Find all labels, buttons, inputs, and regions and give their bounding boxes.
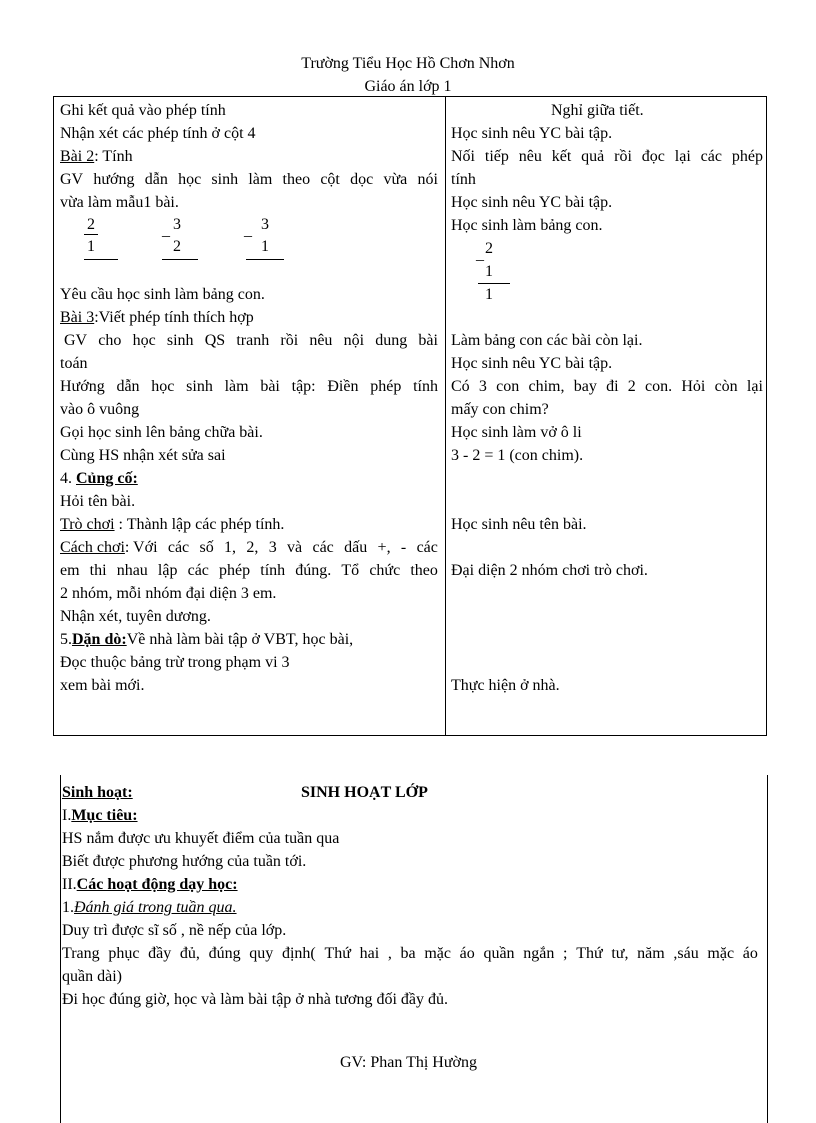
bai2-text: : Tính	[94, 148, 133, 165]
minus-sign: _	[244, 222, 252, 239]
cungco-label: Củng cố:	[76, 470, 138, 487]
left-line: 5.Dặn dò:Về nhà làm bài tập ở VBT, học bài,	[60, 631, 354, 648]
school-name: Trường Tiểu Học Hồ Chơn Nhơn	[301, 55, 515, 72]
right-line: mấy con chim?	[451, 401, 549, 418]
left-line-justified: Hướng dẫn học sinh làm bài tập: Điền phép tính	[60, 378, 438, 395]
right-line: Làm bảng con các bài còn lại.	[451, 332, 643, 349]
left-line: Trò chơi : Thành lập các phép tính.	[60, 516, 285, 533]
stack-result: 1	[485, 286, 493, 303]
right-line: Thực hiện ở nhà.	[451, 677, 560, 694]
left-line: Ghi kết quả vào phép tính	[60, 102, 226, 119]
lesson-table	[53, 96, 767, 736]
bai2-label: Bài 2	[60, 148, 95, 165]
left-line: Nhận xét các phép tính ở cột 4	[60, 125, 256, 142]
right-line: Đại diện 2 nhóm chơi trò chơi.	[451, 562, 648, 579]
left-line: 2 nhóm, mỗi nhóm đại diện 3 em.	[60, 585, 277, 602]
right-line: Học sinh nêu YC bài tập.	[451, 194, 613, 211]
right-line-justified: Có 3 con chim, bay đi 2 con. Hỏi còn lại	[451, 378, 763, 395]
dando-label: Dặn dò:	[72, 631, 127, 648]
left-line-justified: GV hướng dẫn học sinh làm theo cột dọc vừa nói	[60, 171, 438, 188]
left-line	[60, 147, 133, 167]
muctieu-heading: I.Mục tiêu:	[62, 807, 138, 824]
stack-middle: 1	[485, 263, 493, 280]
document-subtitle: Giáo án lớp 1	[364, 78, 452, 95]
left-line: toán	[60, 355, 88, 372]
section-line: Biết được phương hướng của tuần tới.	[62, 853, 307, 870]
example-3-bottom: 1	[261, 238, 269, 255]
example-2-bottom: 2	[173, 238, 181, 255]
left-line-justified: Cách chơi: Với các số 1, 2, 3 và các dấu +, - các	[60, 539, 438, 556]
left-line-justified: em thi nhau lập các phép tính đúng. Tổ chức theo	[60, 562, 438, 579]
left-line: Nhận xét, tuyên dương.	[60, 608, 211, 625]
section-line: quần dài)	[62, 968, 122, 985]
example-1-line	[84, 259, 118, 260]
section-line: HS nắm được ưu khuyết điểm của tuần qua	[62, 830, 340, 847]
left-line: xem bài mới.	[60, 677, 145, 694]
left-line-justified: GV cho học sinh QS tranh rồi nêu nội dung bài	[64, 332, 438, 349]
hoatdong-heading: II.Các hoạt động dạy học:	[62, 876, 238, 893]
left-line: Đọc thuộc bảng trừ trong phạm vi 3	[60, 654, 290, 671]
section-title: SINH HOẠT LỚP	[301, 784, 428, 801]
stack-top: 2	[485, 240, 493, 257]
section-left-border	[60, 775, 61, 1123]
left-line	[60, 308, 254, 328]
left-line: Gọi học sinh lên bảng chữa bài.	[60, 424, 263, 441]
section-right-border	[767, 775, 768, 1123]
right-line: Học sinh nêu YC bài tập.	[451, 125, 613, 142]
right-line: Học sinh nêu tên bài.	[451, 516, 587, 533]
stack-line	[478, 283, 510, 284]
hoatdong-label: Các hoạt động dạy học:	[76, 876, 238, 893]
example-1-bottom: 1	[87, 238, 95, 255]
bai3-text: :Viết phép tính thích hợp	[94, 309, 254, 326]
example-2-line	[162, 259, 198, 260]
bai3-label: Bài 3	[60, 309, 95, 326]
right-line: Học sinh làm bảng con.	[451, 217, 603, 234]
example-1-top: 2	[87, 216, 95, 233]
right-line: Học sinh làm vở ô li	[451, 424, 582, 441]
left-line: Cùng HS nhận xét sửa sai	[60, 447, 226, 464]
example-1-bar	[84, 234, 98, 235]
trochoi-label: Trò chơi	[60, 516, 115, 533]
minus-sign: _	[476, 246, 484, 263]
minus-sign: _	[162, 222, 170, 239]
left-line: Yêu cầu học sinh làm bảng con.	[60, 286, 265, 303]
left-line: 4. Củng cố:	[60, 470, 138, 487]
section-label: Sinh hoạt:	[62, 784, 133, 801]
cachchoi-label: Cách chơi	[60, 539, 125, 556]
danhgia-label: Đánh giá trong tuần qua.	[74, 899, 237, 916]
right-line: 3 - 2 = 1 (con chim).	[451, 447, 584, 464]
teacher-signature: GV: Phan Thị Hường	[340, 1054, 477, 1071]
right-line: Nghỉ giữa tiết.	[551, 102, 644, 119]
section-line: Đi học đúng giờ, học và làm bài tập ở nhà tương đối đầy đủ.	[62, 991, 448, 1008]
right-line-justified: Nối tiếp nêu kết quả rồi đọc lại các phép	[451, 148, 763, 165]
left-line: Hỏi tên bài.	[60, 493, 136, 510]
right-line: Học sinh nêu YC bài tập.	[451, 355, 613, 372]
example-3-line	[246, 259, 284, 260]
danhgia-heading: 1.Đánh giá trong tuần qua.	[62, 899, 237, 916]
example-3-top: 3	[261, 216, 269, 233]
left-line: vào ô vuông	[60, 401, 140, 418]
left-line: vừa làm mẫu1 bài.	[60, 194, 179, 211]
right-line: tính	[451, 171, 476, 188]
section-line: Duy trì được sĩ số , nề nếp của lớp.	[62, 922, 287, 939]
section-line-justified: Trang phục đầy đủ, đúng quy định( Thứ hai , ba mặc áo quần ngắn ; Thứ tư, năm ,sáu mặc áo	[62, 945, 758, 962]
muctieu-label: Mục tiêu:	[71, 807, 138, 824]
column-divider	[445, 97, 446, 735]
example-2-top: 3	[173, 216, 181, 233]
